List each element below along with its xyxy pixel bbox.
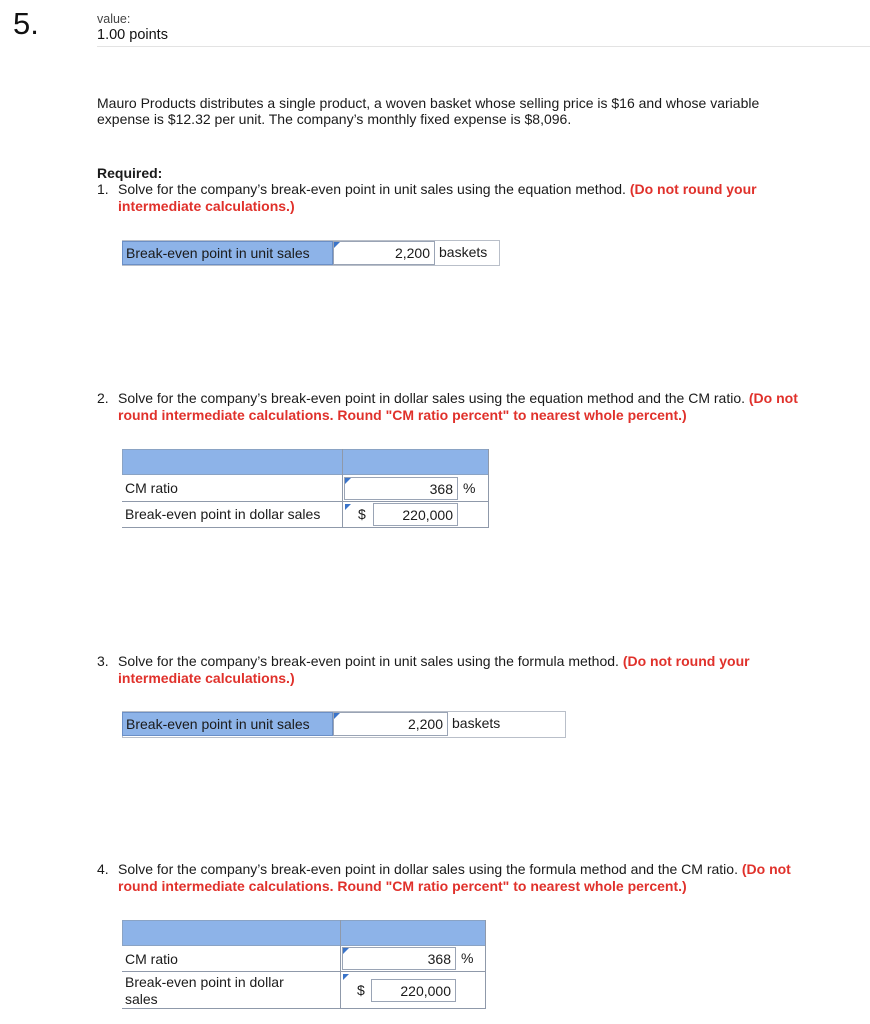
q4-cm-ratio-input[interactable]: 368 bbox=[342, 947, 456, 970]
q2-cm-ratio-unit: % bbox=[463, 480, 476, 496]
q4-row-label-line-1: Break-even point in dollar bbox=[125, 974, 284, 990]
question-1-number: 1. bbox=[97, 181, 109, 197]
problem-line-1: Mauro Products distributes a single product, a woven basket whose selling price is $16 and whose variable bbox=[97, 95, 760, 111]
q2-cm-ratio-flag-icon bbox=[345, 478, 351, 484]
question-1-note: (Do not round your intermediate calculations.) bbox=[118, 181, 757, 214]
q3-answer-label: Break-even point in unit sales bbox=[122, 712, 333, 736]
question-4-number: 4. bbox=[97, 861, 109, 877]
question-1 bbox=[97, 181, 827, 215]
question-2-note: (Do not round intermediate calculations. Round "CM ratio percent" to nearest whole percent.) bbox=[118, 390, 798, 423]
question-4-note: (Do not round intermediate calculations. Round "CM ratio percent" to nearest whole percent.) bbox=[118, 861, 791, 894]
q4-bottom-border bbox=[122, 1008, 486, 1009]
q2-currency-symbol: $ bbox=[358, 506, 366, 522]
q2-right-border bbox=[488, 449, 489, 527]
q1-answer-flag-icon bbox=[334, 242, 340, 248]
q2-row-label-dollar-sales: Break-even point in dollar sales bbox=[125, 506, 321, 522]
q3-answer-flag-icon bbox=[334, 713, 340, 719]
q4-col-divider bbox=[340, 920, 341, 1009]
q2-table-header bbox=[122, 449, 489, 475]
question-1-text: Solve for the company’s break-even point in unit sales using the equation method. bbox=[118, 181, 626, 197]
q1-answer-input[interactable]: 2,200 bbox=[333, 241, 435, 265]
q4-row-label-line-2: sales bbox=[125, 991, 158, 1007]
problem-statement bbox=[97, 95, 759, 127]
q4-row-divider bbox=[122, 971, 486, 972]
q4-dollar-sales-input[interactable]: 220,000 bbox=[371, 979, 456, 1002]
q4-right-border bbox=[485, 920, 486, 1009]
question-number: 5. bbox=[13, 6, 39, 41]
q3-answer-input[interactable]: 2,200 bbox=[333, 712, 448, 736]
question-4-text: Solve for the company’s break-even point in dollar sales using the formula method and the CM ratio. bbox=[118, 861, 738, 877]
q2-col-divider bbox=[342, 449, 343, 527]
q4-row-label-dollar-sales bbox=[125, 974, 284, 1008]
q1-answer-unit: baskets bbox=[439, 244, 488, 260]
q2-row-label-cm-ratio: CM ratio bbox=[125, 480, 178, 496]
q4-dollar-sales-flag-icon bbox=[343, 974, 349, 980]
question-points: 1.00 points bbox=[97, 27, 168, 43]
problem-line-2: expense is $12.32 per unit. The company’s monthly fixed expense is $8,096. bbox=[97, 111, 572, 127]
question-3-number: 3. bbox=[97, 653, 109, 669]
value-label: value: bbox=[97, 12, 131, 26]
question-2-text: Solve for the company’s break-even point in dollar sales using the equation method and the CM ratio. bbox=[118, 390, 745, 406]
q4-table-header bbox=[122, 920, 486, 946]
q3-answer-unit: baskets bbox=[452, 715, 501, 731]
header-divider bbox=[97, 46, 870, 47]
required-title: Required: bbox=[97, 165, 163, 181]
q2-row-divider bbox=[122, 501, 489, 502]
q2-dollar-sales-input[interactable]: 220,000 bbox=[373, 503, 458, 526]
question-4 bbox=[97, 861, 827, 895]
q2-dollar-sales-flag-icon bbox=[345, 504, 351, 510]
question-2 bbox=[97, 390, 827, 424]
q4-row-label-cm-ratio: CM ratio bbox=[125, 951, 178, 967]
question-3-text: Solve for the company’s break-even point in unit sales using the formula method. bbox=[118, 653, 619, 669]
q1-answer-label: Break-even point in unit sales bbox=[122, 241, 333, 265]
question-2-number: 2. bbox=[97, 390, 109, 406]
q2-bottom-border bbox=[122, 527, 489, 528]
q2-cm-ratio-input[interactable]: 368 bbox=[344, 477, 458, 500]
q4-currency-symbol: $ bbox=[357, 982, 365, 998]
question-3-note: (Do not round your intermediate calculations.) bbox=[118, 653, 750, 686]
q4-cm-ratio-flag-icon bbox=[343, 948, 349, 954]
question-3 bbox=[97, 653, 827, 687]
q4-cm-ratio-unit: % bbox=[461, 950, 474, 966]
